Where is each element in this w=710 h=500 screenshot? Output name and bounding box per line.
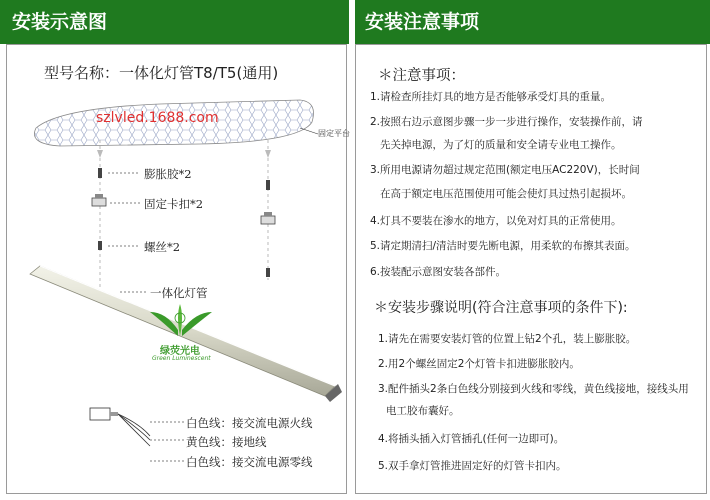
step-item: 4.将插头插入灯管插孔(任何一边即可)。 bbox=[378, 433, 565, 445]
steps-title: ＊安装步骤说明(符合注意事项的条件下): bbox=[374, 300, 628, 316]
fixed-platform-label: 固定平台 bbox=[318, 129, 350, 138]
logo-text: 绿荧光电 bbox=[160, 346, 200, 357]
screw-icon bbox=[266, 268, 270, 277]
screw-icon bbox=[98, 241, 102, 250]
wire-live-label: 白色线：接交流电源火线 bbox=[186, 416, 313, 430]
anchor-icon bbox=[266, 180, 270, 190]
header-install-diagram: 安装示意图 bbox=[0, 0, 349, 44]
note-item: 4.灯具不要装在渗水的地方，以免对灯具的正常使用。 bbox=[370, 215, 622, 227]
website-url: szlvled.1688.com bbox=[96, 110, 219, 126]
wire-neutral-label: 白色线：接交流电源零线 bbox=[186, 455, 313, 469]
clip-icon bbox=[261, 212, 275, 224]
note-item: 5.请定期清扫/清洁时要先断电源，用柔软的布擦其表面。 bbox=[370, 240, 636, 252]
step-item: 电工胶布囊好。 bbox=[386, 405, 460, 417]
logo-english: Green Luminescent bbox=[152, 355, 211, 362]
note-item: 6.按装配示意图安装各部件。 bbox=[370, 266, 507, 278]
note-item: 1.请检查所挂灯具的地方是否能够承受灯具的重量。 bbox=[370, 91, 612, 103]
arrow-down-icon bbox=[265, 150, 271, 158]
note-item: 先关掉电源，为了灯的质量和安全请专业电工操作。 bbox=[380, 139, 622, 151]
platform-pointer bbox=[300, 128, 318, 134]
clip-icon bbox=[92, 194, 106, 206]
arrow-down-icon bbox=[97, 150, 103, 158]
step-item: 2.用2个螺丝固定2个灯管卡扣进膨胀胶内。 bbox=[378, 358, 580, 370]
note-item: 3.所用电源请勿超过规定范围(额定电压AC220V)，长时间 bbox=[370, 164, 640, 176]
plug-connector bbox=[90, 408, 150, 446]
part-anchor-label: 膨胀胶*2 bbox=[144, 167, 192, 181]
header-install-notes: 安装注意事项 bbox=[355, 0, 710, 44]
model-name: 型号名称：一体化灯管T8/T5(通用) bbox=[44, 64, 279, 82]
part-clip-label: 固定卡扣*2 bbox=[144, 197, 204, 211]
note-item: 在高于额定电压范围使用可能会使灯具过热引起损坏。 bbox=[380, 188, 632, 200]
part-screw-label: 螺丝*2 bbox=[144, 240, 181, 254]
note-item: 2.按照右边示意图步骤一步一步进行操作，安装操作前，请 bbox=[370, 116, 643, 128]
step-item: 5.双手拿灯管推进固定好的灯管卡扣内。 bbox=[378, 460, 567, 472]
notes-title: ＊注意事项： bbox=[378, 68, 465, 84]
step-item: 1.请先在需要安装灯管的位置上钻2个孔，装上膨胀胶。 bbox=[378, 333, 637, 345]
part-tube-label: 一体化灯管 bbox=[150, 286, 208, 300]
anchor-icon bbox=[98, 168, 102, 178]
step-item: 3.配件插头2条白色线分别接到火线和零线，黄色线接地，接线头用 bbox=[378, 383, 689, 395]
wire-ground-label: 黄色线：接地线 bbox=[186, 435, 267, 449]
